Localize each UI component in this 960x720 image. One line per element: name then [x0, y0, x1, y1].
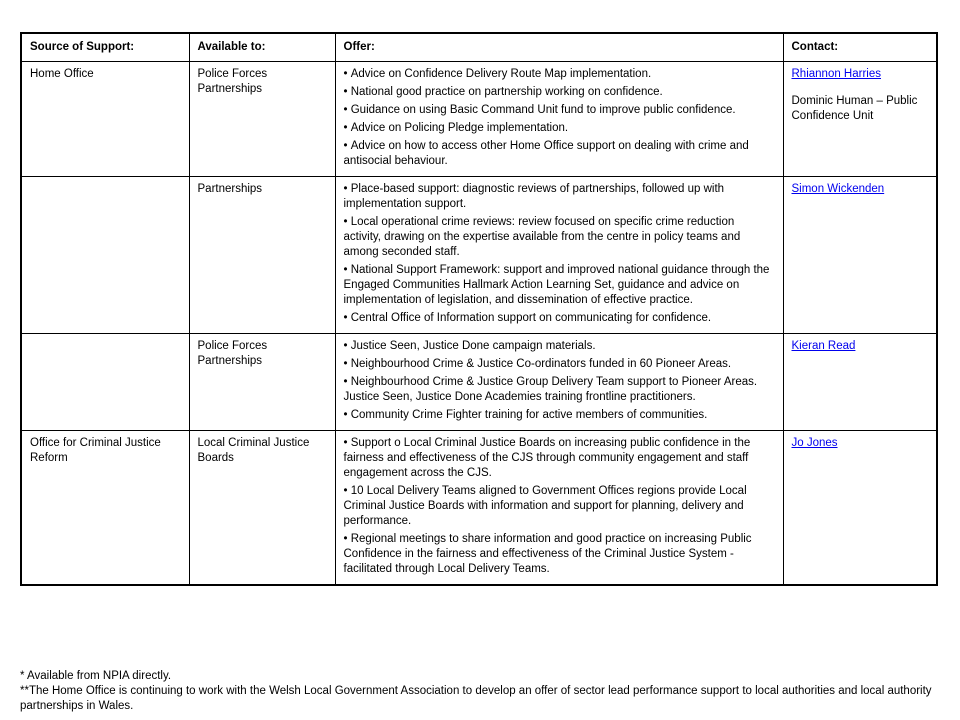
- header-source: Source of Support:: [21, 33, 189, 62]
- offer-item: • 10 Local Delivery Teams aligned to Government Offices regions provide Local Criminal Justice Boards with information and support for planning, delivery and performance.: [344, 484, 775, 529]
- header-contact: Contact:: [783, 33, 937, 62]
- available-item: Partnerships: [197, 355, 263, 367]
- contact-link[interactable]: Simon Wickenden: [791, 183, 885, 195]
- offer-item: • National good practice on partnership working on confidence.: [344, 85, 775, 100]
- contact-text: Dominic Human – Public Confidence Unit: [791, 95, 918, 122]
- contact-link[interactable]: Rhiannon Harries: [791, 68, 881, 80]
- offer-item: • Support o Local Criminal Justice Boards on increasing public confidence in the fairness and effectiveness of the CJS through community engagement and staff engagement across the CJS.: [344, 436, 775, 481]
- source-cell: [21, 334, 189, 431]
- contact-cell: [783, 431, 937, 586]
- header-available: Available to:: [189, 33, 335, 62]
- available-item: Partnerships: [197, 183, 263, 195]
- offer-item: • Neighbourhood Crime & Justice Co-ordinators funded in 60 Pioneer Areas.: [344, 357, 775, 372]
- contact-link[interactable]: Jo Jones: [791, 437, 838, 449]
- contact-cell: [783, 62, 937, 177]
- footnote: * Available from NPIA directly.: [20, 670, 172, 682]
- available-item: Police Forces: [197, 68, 268, 80]
- offer-item: • Guidance on using Basic Command Unit fund to improve public confidence.: [344, 103, 775, 118]
- offer-cell: [335, 177, 783, 334]
- table-row: [21, 431, 937, 586]
- source-cell: Office for Criminal Justice Reform: [21, 431, 189, 586]
- table-row: [21, 177, 937, 334]
- offer-item: • Advice on Confidence Delivery Route Map implementation.: [344, 67, 775, 82]
- table-row: [21, 62, 937, 177]
- offer-item: • Advice on how to access other Home Office support on dealing with crime and antisocial behaviour.: [344, 139, 775, 169]
- offer-item: • Neighbourhood Crime & Justice Group Delivery Team support to Pioneer Areas. Justice Seen, Justice Done Academies training frontline practitioners.: [344, 375, 775, 405]
- offer-item: • Place-based support: diagnostic reviews of partnerships, followed up with implementation support.: [344, 182, 775, 212]
- offer-cell: [335, 334, 783, 431]
- available-cell: [189, 177, 335, 334]
- source-cell: Home Office: [21, 62, 189, 177]
- offer-item: • National Support Framework: support and improved national guidance through the Engaged Communities Hallmark Action Learning Set, guidance and advice on implementation of legislation, and dissemination of effective practice.: [344, 263, 775, 308]
- contact-cell: [783, 177, 937, 334]
- offer-cell: [335, 62, 783, 177]
- contact-link[interactable]: Kieran Read: [791, 340, 856, 352]
- available-cell: [189, 62, 335, 177]
- table-header-row: [21, 33, 937, 62]
- footnotes: [20, 669, 950, 714]
- available-item: Local Criminal Justice Boards: [197, 437, 310, 464]
- available-cell: [189, 431, 335, 586]
- available-item: Partnerships: [197, 83, 263, 95]
- source-cell: [21, 177, 189, 334]
- contact-cell: [783, 334, 937, 431]
- offer-item: • Community Crime Fighter training for active members of communities.: [344, 408, 775, 423]
- available-cell: [189, 334, 335, 431]
- offer-item: • Justice Seen, Justice Done campaign materials.: [344, 339, 775, 354]
- support-table: [20, 32, 938, 586]
- offer-cell: [335, 431, 783, 586]
- support-table-container: [20, 32, 936, 586]
- available-item: Police Forces: [197, 340, 268, 352]
- offer-item: • Central Office of Information support on communicating for confidence.: [344, 311, 775, 326]
- table-row: [21, 334, 937, 431]
- offer-item: • Regional meetings to share information and good practice on increasing Public Confidence in the fairness and effectiveness of the Criminal Justice System - facilitated through Local Delivery Teams.: [344, 532, 775, 577]
- header-offer: Offer:: [335, 33, 783, 62]
- offer-item: • Local operational crime reviews: review focused on specific crime reduction activity, drawing on the expertise available from the centre in policy teams and among seconded staff.: [344, 215, 775, 260]
- footnote: **The Home Office is continuing to work with the Welsh Local Government Association to develop an offer of sector lead performance support to local authorities and local authority partnerships in Wales.: [20, 685, 932, 712]
- offer-item: • Advice on Policing Pledge implementation.: [344, 121, 775, 136]
